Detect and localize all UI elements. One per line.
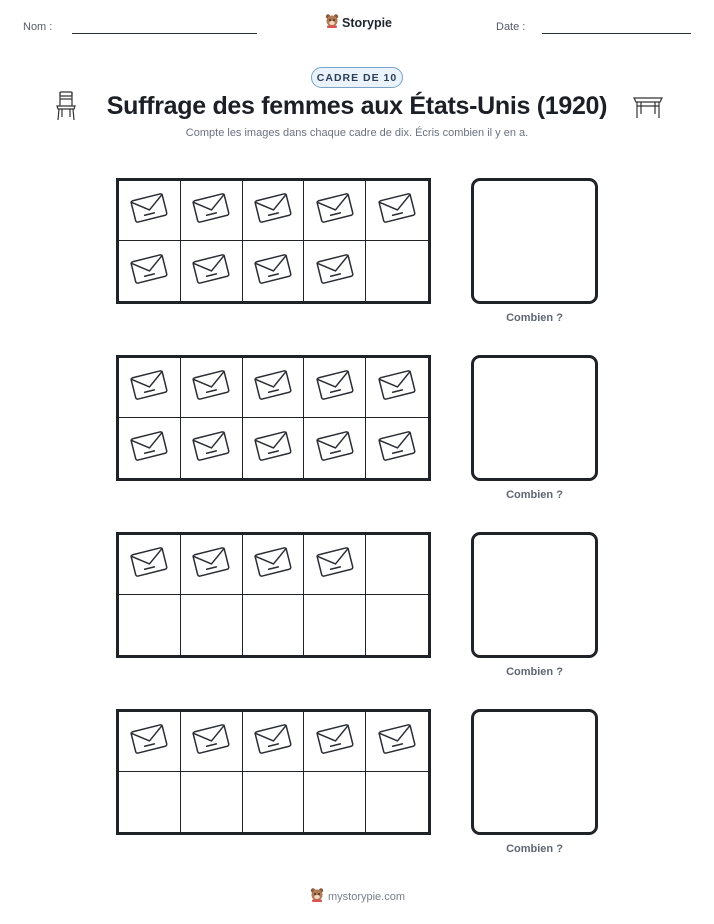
frame-cell [181,595,243,655]
frame-cell [366,535,428,595]
frame-cell [304,535,366,595]
frame-cell [181,241,243,301]
frame-cell [304,358,366,418]
frame-cell [119,418,181,478]
envelope-icon [191,368,231,407]
ten-frame-1 [116,178,431,304]
frame-cell [243,181,305,241]
frame-cell [119,595,181,655]
envelope-icon [253,368,293,407]
frame-cell [243,535,305,595]
envelope-icon [377,429,417,468]
how-many-prompt-1: Combien ? [506,312,563,324]
ten-frame-4 [116,709,431,835]
frame-cell [304,418,366,478]
frame-cell [366,772,428,832]
envelope-icon [129,429,169,468]
page-title: Suffrage des femmes aux États-Unis (1920) [106,92,608,120]
envelope-icon [253,722,293,761]
frame-cell [243,241,305,301]
envelope-icon [315,368,355,407]
how-many-prompt-2: Combien ? [506,489,563,501]
brand-logo [325,13,392,33]
instruction-text: Compte les images dans chaque cadre de dix. Écris combien il y en a. [185,127,529,139]
envelope-icon [315,252,355,291]
envelope-icon [377,722,417,761]
envelope-icon [253,429,293,468]
frame-cell [243,418,305,478]
date-field[interactable] [542,33,691,34]
envelope-icon [129,545,169,584]
envelope-icon [191,722,231,761]
frame-cell [304,241,366,301]
footer [310,887,405,907]
frame-cell [181,712,243,772]
frame-cell [181,181,243,241]
frame-cell [366,712,428,772]
envelope-icon [191,252,231,291]
envelope-icon [315,722,355,761]
frame-cell [119,772,181,832]
envelope-icon [253,191,293,230]
envelope-icon [191,429,231,468]
frame-cell [304,772,366,832]
frame-cell [119,241,181,301]
frame-cell [366,595,428,655]
envelope-icon [253,252,293,291]
date-label: Date : [496,21,526,33]
footer-url[interactable]: mystorypie.com [328,891,406,903]
envelope-icon [253,545,293,584]
envelope-icon [315,191,355,230]
answer-box-3[interactable] [471,532,598,658]
frame-cell [366,181,428,241]
frame-cell [243,358,305,418]
frame-cell [304,181,366,241]
envelope-icon [377,368,417,407]
envelope-icon [129,191,169,230]
frame-cell [181,535,243,595]
frame-cell [304,712,366,772]
frame-cell [304,595,366,655]
name-field[interactable] [72,33,257,34]
frame-cell [243,595,305,655]
frame-cell [119,535,181,595]
frame-cell [181,358,243,418]
envelope-icon [191,545,231,584]
answer-box-2[interactable] [471,355,598,481]
frame-cell [366,418,428,478]
envelope-icon [377,191,417,230]
frame-cell [119,712,181,772]
table-icon [632,94,664,125]
how-many-prompt-3: Combien ? [506,666,563,678]
name-label: Nom : [23,21,53,33]
frame-cell [181,772,243,832]
frame-cell [181,418,243,478]
bear-mascot-icon [310,887,324,907]
envelope-icon [315,429,355,468]
frame-cell [119,181,181,241]
frame-cell [119,358,181,418]
envelope-icon [129,252,169,291]
bear-mascot-icon [325,13,339,33]
frame-cell [243,772,305,832]
answer-box-4[interactable] [471,709,598,835]
frame-cell [366,358,428,418]
chair-icon [54,90,78,127]
envelope-icon [315,545,355,584]
envelope-icon [129,722,169,761]
how-many-prompt-4: Combien ? [506,843,563,855]
ten-frame-2 [116,355,431,481]
ten-frame-3 [116,532,431,658]
envelope-icon [191,191,231,230]
envelope-icon [129,368,169,407]
frame-cell [366,241,428,301]
worksheet-type-badge: CADRE DE 10 [311,67,403,88]
brand-name: Storypie [342,16,393,30]
frame-cell [243,712,305,772]
answer-box-1[interactable] [471,178,598,304]
